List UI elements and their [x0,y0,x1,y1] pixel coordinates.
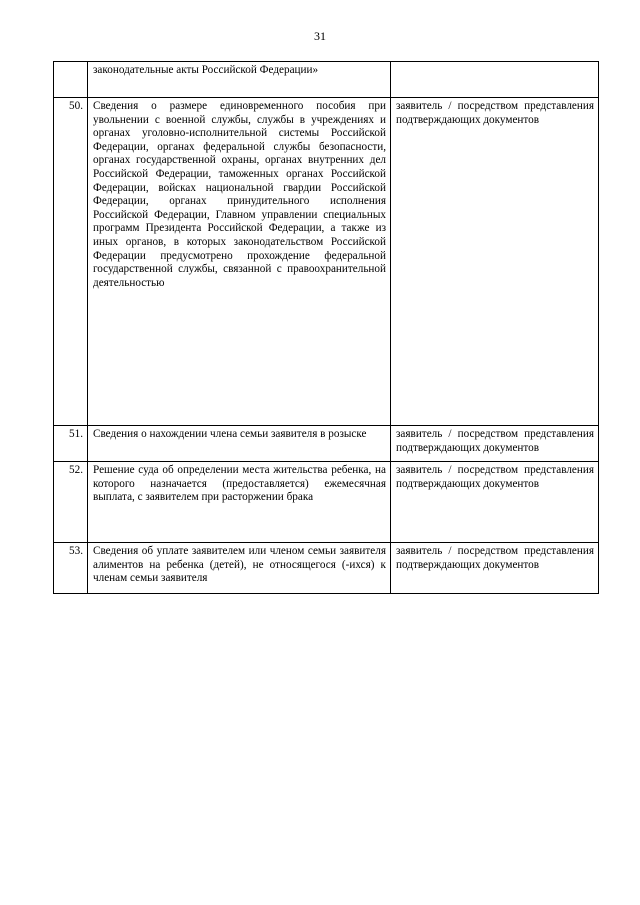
table-row [54,426,599,462]
row-number: 53. [54,543,88,594]
document-source: заявитель / посредством представления подтверждающих документов [391,543,599,594]
document-source [391,62,599,98]
document-name: Сведения об уплате заявителем или членом семьи заявителя алиментов на ребенка (детей), не относящегося (-ихся) к членам семьи заявителя [88,543,391,594]
document-name: Сведения о размере единовременного пособия при увольнении с военной службы, службы в учреждениях и органах уголовно-исполнительной системы Российской Федерации, органах федеральной службы безопасности, органах государственной охраны, органах внутренних дел Российской Федерации, таможенных органах Российской Федерации, войсках национальной гвардии Российской Федерации, органах принудительного исполнения Российской Федерации, Главном управлении специальных программ Президента Российской Федерации, а также из иных органов, в которых законодательством Российской Федерации предусмотрено прохождение федеральной государственной службы, связанной с правоохранительной деятельностью [88,98,391,426]
table-row [54,62,599,98]
document-name: Решение суда об определении места жительства ребенка, на которого назначается (предоставляется) ежемесячная выплата, с заявителем при расторжении брака [88,462,391,543]
table-row [54,462,599,543]
row-number: 52. [54,462,88,543]
row-number: 50. [54,98,88,426]
row-number: 51. [54,426,88,462]
row-number [54,62,88,98]
table-row [54,543,599,594]
document-source: заявитель / посредством представления подтверждающих документов [391,462,599,543]
document-name: законодательные акты Российской Федерации» [88,62,391,98]
document-source: заявитель / посредством представления подтверждающих документов [391,98,599,426]
document-name: Сведения о нахождении члена семьи заявителя в розыске [88,426,391,462]
document-source: заявитель / посредством представления подтверждающих документов [391,426,599,462]
page-number: 31 [314,29,326,43]
table-row [54,98,599,426]
documents-table [53,61,599,594]
